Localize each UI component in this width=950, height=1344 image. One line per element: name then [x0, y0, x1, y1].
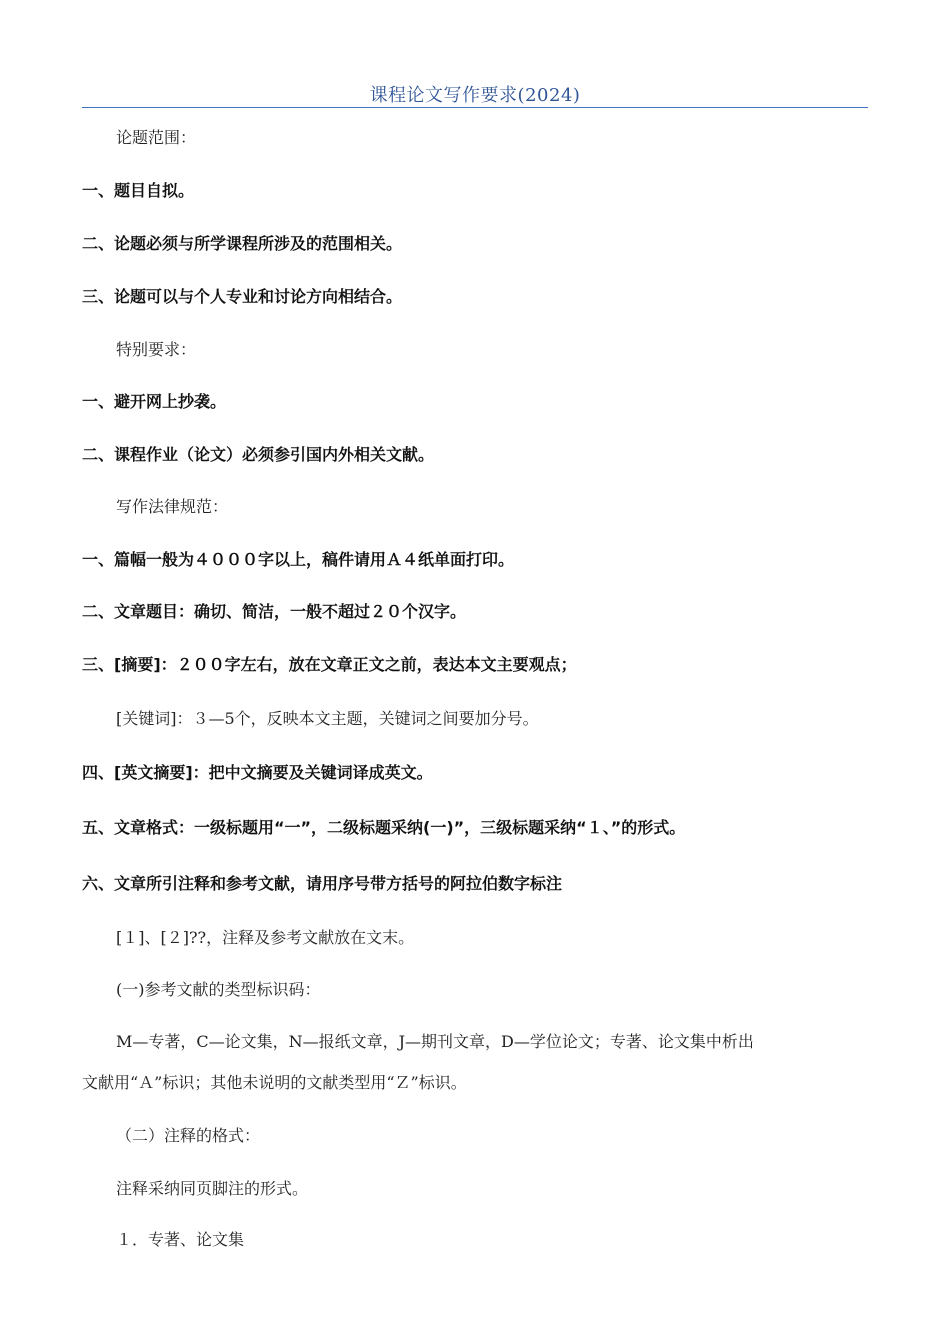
section-label-topic-scope: 论题范围：	[116, 128, 197, 147]
topic-rule-3: 三、论题可以与个人专业和讨论方向相结合。	[82, 287, 403, 306]
reference-codes-line-1: M—专著，C—论文集，N—报纸文章，J—期刊文章，D—学位论文；专著、论文集中析出	[116, 1032, 754, 1051]
writing-rule-3: 三、[摘要]：２００字左右，放在文章正文之前，表达本文主要观点；	[82, 655, 577, 674]
reference-codes-line-2: 文献用“Ａ”标识；其他未说明的文献类型用“Ｚ”标识。	[82, 1073, 467, 1092]
writing-rule-5: 五、文章格式：一级标题用“一”，二级标题采纳(一)”，三级标题采纳“１、”的形式。	[82, 818, 686, 837]
section-label-writing-norms: 写作法律规范：	[116, 497, 229, 516]
topic-rule-2: 二、论题必须与所学课程所涉及的范围相关。	[82, 234, 403, 253]
subsection-monographs: １．专著、论文集	[116, 1230, 245, 1249]
writing-rule-4: 四、[英文摘要]：把中文摘要及关键词译成英文。	[82, 763, 433, 782]
writing-rule-2: 二、文章题目：确切、简洁，一般不超过２０个汉字。	[82, 602, 467, 621]
subsection-annotation-format: （二）注释的格式：	[116, 1126, 261, 1145]
writing-rule-6: 六、文章所引注释和参考文献，请用序号带方括号的阿拉伯数字标注	[82, 874, 563, 893]
section-label-special-requirements: 特别要求：	[116, 340, 197, 359]
header-divider	[82, 107, 868, 108]
citation-note: [１]、[２]??，注释及参考文献放在文末。	[116, 928, 415, 947]
topic-rule-1: 一、题目自拟。	[82, 181, 195, 200]
subsection-reference-codes: (一)参考文献的类型标识码：	[116, 980, 321, 999]
annotation-format-note: 注释采纳同页脚注的形式。	[116, 1179, 309, 1198]
special-rule-2: 二、课程作业（论文）必须参引国内外相关文献。	[82, 445, 435, 464]
document-header-title: 课程论文写作要求(2024)	[369, 85, 581, 106]
writing-rule-1: 一、篇幅一般为４０００字以上，稿件请用Ａ４纸单面打印。	[82, 550, 515, 569]
keywords-note: [关键词]：３—5个，反映本文主题，关键词之间要加分号。	[116, 709, 539, 728]
special-rule-1: 一、避开网上抄袭。	[82, 392, 227, 411]
